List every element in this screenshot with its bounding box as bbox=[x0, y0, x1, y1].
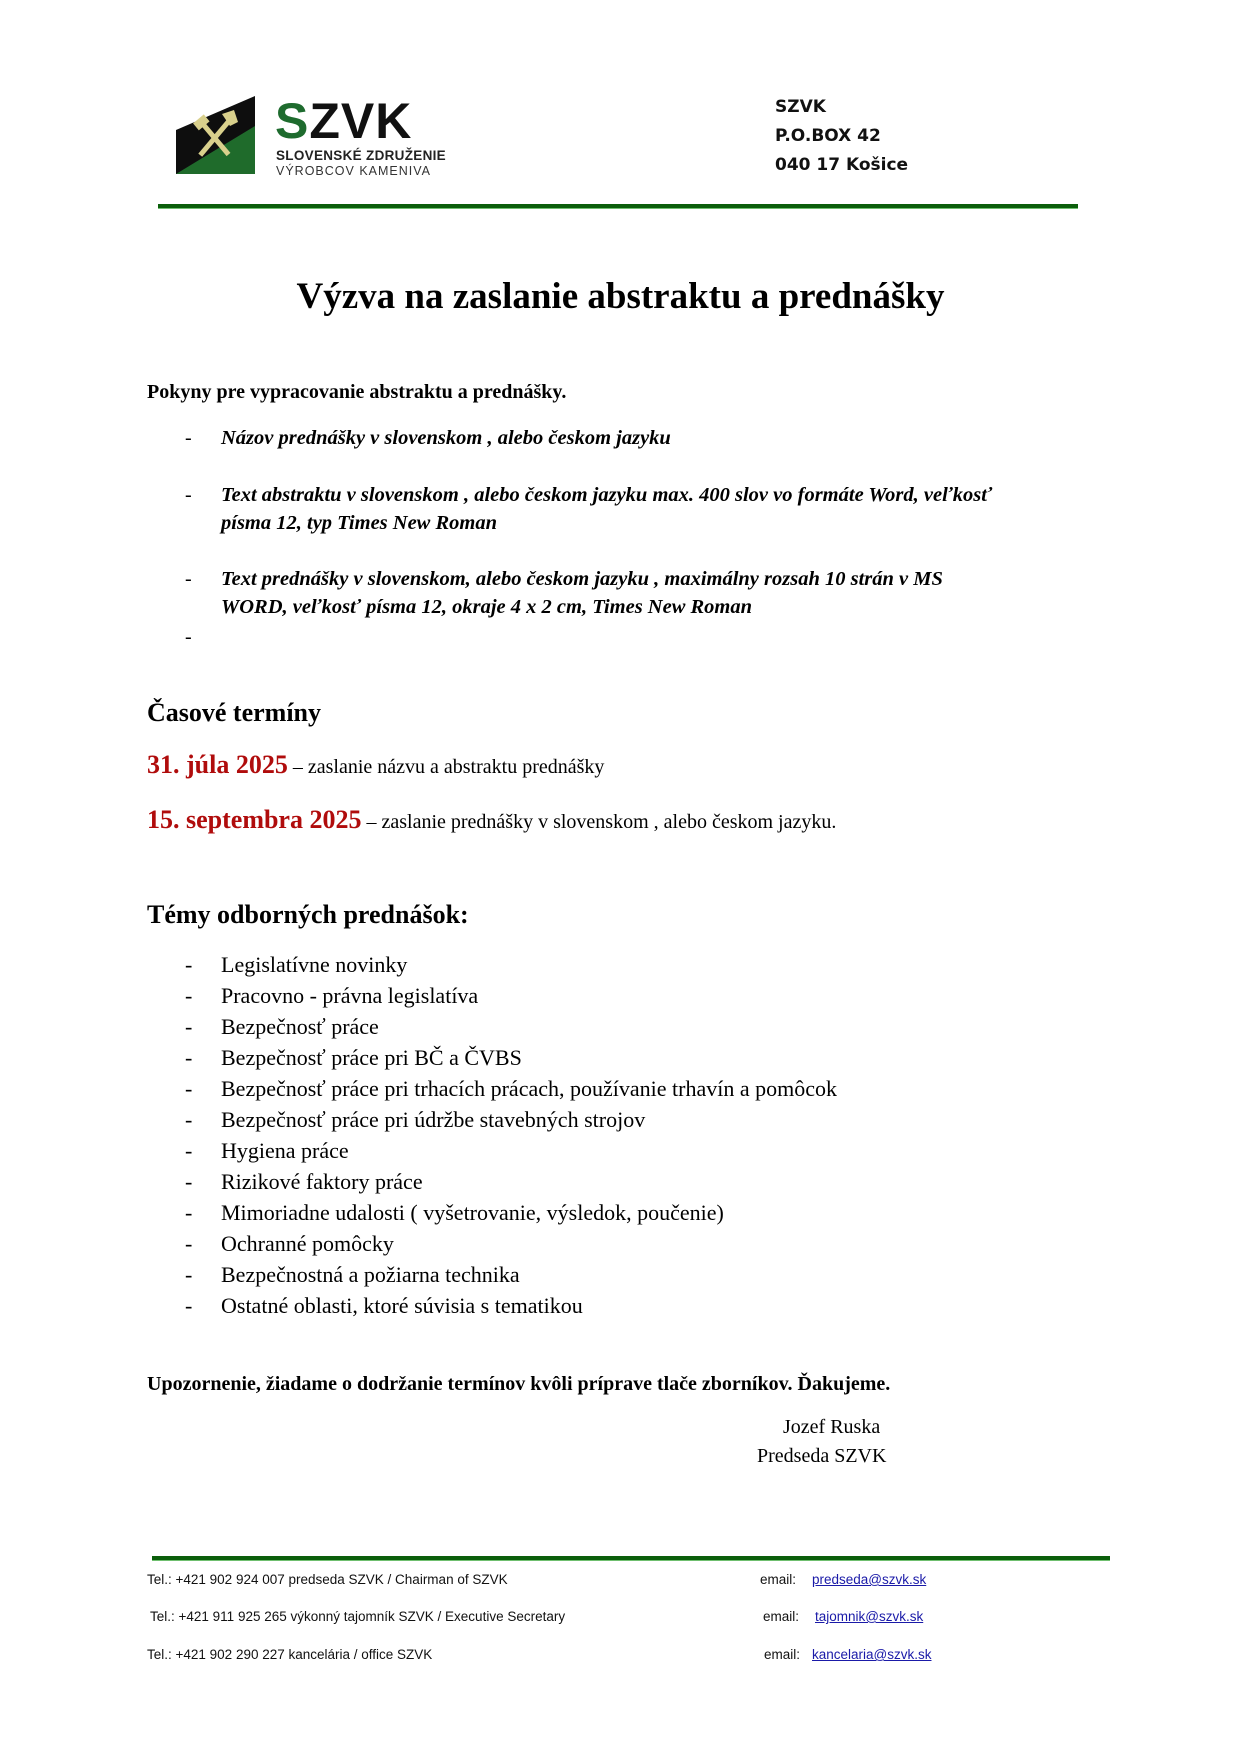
footer-email-label: email: bbox=[764, 1647, 801, 1662]
instruction-item: Text abstraktu v slovenskom , alebo českom jazyku max. 400 slov vo formáte Word, veľkosť bbox=[221, 484, 993, 506]
list-bullet: - bbox=[185, 484, 192, 506]
instruction-item: Text prednášky v slovenskom, alebo českom jazyku , maximálny rozsah 10 strán v MS bbox=[221, 568, 943, 590]
topic-item: Ostatné oblasti, ktoré súvisia s tematikou bbox=[221, 1293, 583, 1318]
instruction-item-cont: WORD, veľkosť písma 12, okraje 4 x 2 cm, Times New Roman bbox=[221, 596, 753, 618]
list-bullet: - bbox=[185, 1076, 193, 1101]
logo-subtitle-2: VÝROBCOV KAMENIVA bbox=[276, 164, 431, 178]
signature-role: Predseda SZVK bbox=[757, 1445, 887, 1467]
logo-wordmark: SZVK bbox=[275, 93, 413, 149]
list-bullet: - bbox=[185, 626, 192, 648]
list-bullet: - bbox=[185, 983, 193, 1008]
topic-item: Bezpečnosť práce bbox=[221, 1014, 379, 1039]
email-link-chairman[interactable]: predseda@szvk.sk bbox=[812, 1572, 927, 1587]
footer-email-label: email: bbox=[763, 1609, 800, 1624]
footer-phone-office: Tel.: +421 902 290 227 kancelária / office SZVK bbox=[147, 1647, 433, 1662]
deadline-row bbox=[147, 805, 836, 835]
topic-item: Pracovno - právna legislatíva bbox=[221, 983, 479, 1008]
deadline-date: 15. septembra 2025 bbox=[147, 805, 362, 834]
list-bullet: - bbox=[185, 1045, 193, 1070]
topic-item: Legislatívne novinky bbox=[221, 952, 408, 977]
list-bullet: - bbox=[185, 1169, 193, 1194]
list-bullet: - bbox=[185, 1231, 193, 1256]
topic-item: Rizikové faktory práce bbox=[221, 1169, 423, 1194]
list-bullet: - bbox=[185, 1138, 193, 1163]
email-link-secretary[interactable]: tajomnik@szvk.sk bbox=[815, 1609, 924, 1624]
page-title: Výzva na zaslanie abstraktu a prednášky bbox=[296, 276, 945, 317]
footer-phone-chairman: Tel.: +421 902 924 007 predseda SZVK / Chairman of SZVK bbox=[147, 1572, 508, 1587]
logo-subtitle-1: SLOVENSKÉ ZDRUŽENIE bbox=[276, 148, 446, 163]
list-bullet: - bbox=[185, 427, 192, 449]
topic-item: Ochranné pomôcky bbox=[221, 1231, 394, 1256]
address-line-1: SZVK bbox=[775, 97, 826, 117]
list-bullet: - bbox=[185, 1200, 193, 1225]
deadline-text: – zaslanie prednášky v slovenskom , alebo českom jazyku. bbox=[361, 811, 837, 833]
deadline-row bbox=[147, 750, 604, 780]
deadline-text: – zaslanie názvu a abstraktu prednášky bbox=[287, 756, 605, 778]
header-divider bbox=[158, 204, 1078, 209]
instruction-item: Názov prednášky v slovenskom , alebo českom jazyku bbox=[221, 427, 671, 449]
deadlines-heading: Časové termíny bbox=[147, 698, 322, 727]
email-link-office[interactable]: kancelaria@szvk.sk bbox=[812, 1647, 932, 1662]
list-bullet: - bbox=[185, 1293, 193, 1318]
topic-item: Bezpečnosť práce pri BČ a ČVBS bbox=[221, 1045, 522, 1070]
topic-item: Mimoriadne udalosti ( vyšetrovanie, výsledok, poučenie) bbox=[221, 1200, 724, 1225]
topics-heading: Témy odborných prednášok: bbox=[147, 900, 469, 929]
signature-name: Jozef Ruska bbox=[783, 1416, 881, 1438]
topic-item: Hygiena práce bbox=[221, 1138, 349, 1163]
deadline-date: 31. júla 2025 bbox=[147, 750, 288, 779]
address-line-3: 040 17 Košice bbox=[775, 155, 909, 175]
notice-text: Upozornenie, žiadame o dodržanie termínov kvôli príprave tlače zborníkov. Ďakujeme. bbox=[147, 1373, 891, 1395]
address-line-2: P.O.BOX 42 bbox=[775, 126, 881, 146]
footer-divider bbox=[152, 1556, 1110, 1561]
topic-item: Bezpečnosť práce pri údržbe stavebných strojov bbox=[221, 1107, 646, 1132]
list-bullet: - bbox=[185, 1262, 193, 1287]
list-bullet: - bbox=[185, 1107, 193, 1132]
footer-email-label: email: bbox=[760, 1572, 797, 1587]
topic-item: Bezpečnosť práce pri trhacích prácach, používanie trhavín a pomôcok bbox=[221, 1076, 837, 1101]
footer-phone-secretary: Tel.: +421 911 925 265 výkonný tajomník SZVK / Executive Secretary bbox=[150, 1609, 566, 1624]
list-bullet: - bbox=[185, 952, 193, 977]
instructions-heading: Pokyny pre vypracovanie abstraktu a prednášky. bbox=[147, 381, 567, 403]
list-bullet: - bbox=[185, 1014, 193, 1039]
topic-item: Bezpečnostná a požiarna technika bbox=[221, 1262, 520, 1287]
instruction-item-cont: písma 12, typ Times New Roman bbox=[221, 512, 497, 534]
list-bullet: - bbox=[185, 568, 192, 590]
